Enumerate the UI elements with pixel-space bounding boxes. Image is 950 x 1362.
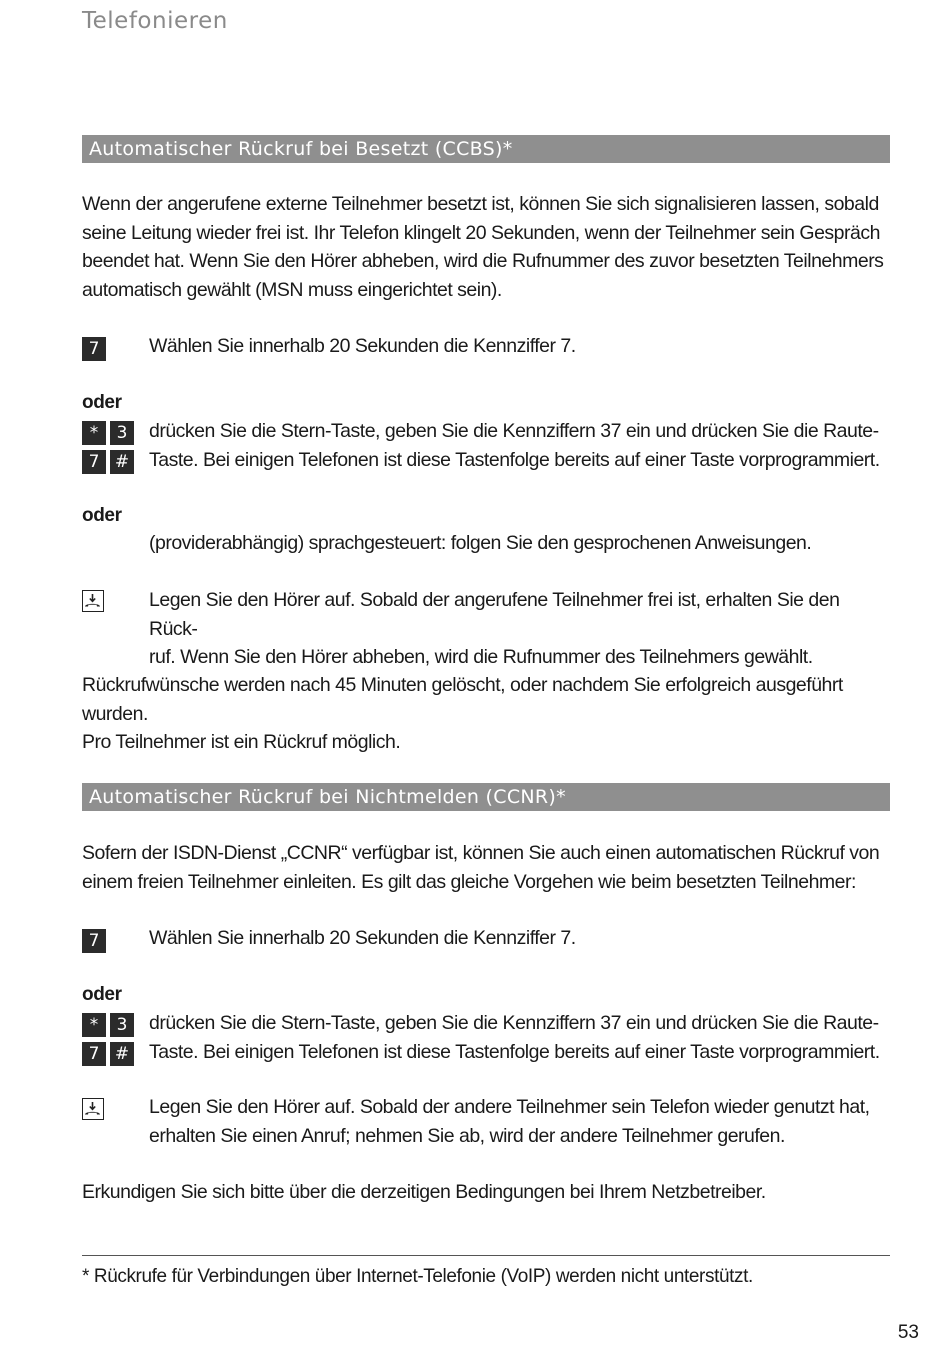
intro-line: beendet hat. Wenn Sie den Hörer abheben, wird die Rufnummer des zuvor besetzten Teilnehmers (82, 250, 884, 272)
star-key-icon: * (82, 421, 106, 445)
intro-line: Wenn der angerufene externe Teilnehmer besetzt ist, können Sie sich signalisieren lassen, sobald (82, 193, 879, 215)
key-7-icon: 7 (82, 929, 106, 953)
note-line: Pro Teilnehmer ist ein Rückruf möglich. (82, 731, 401, 753)
step-line: erhalten Sie einen Anruf; nehmen Sie ab, wird der andere Teilnehmer gerufen. (149, 1124, 785, 1147)
key-7-icon: 7 (82, 450, 106, 474)
step-line: drücken Sie die Stern-Taste, geben Sie die Kennziffern 37 ein und drücken Sie die Raute- (149, 1012, 879, 1034)
step-line: Legen Sie den Hörer auf. Sobald der andere Teilnehmer sein Telefon wieder genutzt hat, (149, 1096, 870, 1118)
key-3-icon: 3 (110, 1013, 134, 1037)
hang-up-icon (82, 590, 104, 612)
footnote: * Rückrufe für Verbindungen über Internet-Telefonie (VoIP) werden nicht unterstützt. (82, 1266, 753, 1287)
keypad-sequence (82, 421, 136, 475)
section-heading-ccnr: Automatischer Rückruf bei Nichtmelden (CCNR)* (82, 783, 890, 811)
oder-label: oder (82, 392, 122, 413)
key-3-icon: 3 (110, 421, 134, 445)
page-number: 53 (897, 1322, 919, 1343)
section-heading-ccbs: Automatischer Rückruf bei Besetzt (CCBS)* (82, 135, 890, 163)
step-line: ruf. Wenn Sie den Hörer abheben, wird die Rufnummer des Teilnehmers gewählt. (149, 646, 813, 668)
footnote-divider (82, 1255, 890, 1256)
step-line: Taste. Bei einigen Telefonen ist diese Tastenfolge bereits auf einer Taste vorprogrammiert. (149, 448, 880, 471)
step-text: Wählen Sie innerhalb 20 Sekunden die Kennziffer 7. (149, 335, 576, 357)
step-line: drücken Sie die Stern-Taste, geben Sie die Kennziffern 37 ein und drücken Sie die Raute- (149, 420, 879, 442)
section-ccnr-note: Erkundigen Sie sich bitte über die derzeitigen Bedingungen bei Ihrem Netzbetreiber. (82, 1181, 766, 1203)
key-7-icon: 7 (82, 337, 106, 361)
intro-line: seine Leitung wieder frei ist. Ihr Telefon klingelt 20 Sekunden, wenn der Teilnehmer sein Gespräch (82, 221, 880, 244)
step-text: (providerabhängig) sprachgesteuert: folgen Sie den gesprochenen Anweisungen. (149, 532, 812, 554)
step-text (149, 1009, 889, 1066)
step-line: Taste. Bei einigen Telefonen ist diese Tastenfolge bereits auf einer Taste vorprogrammiert. (149, 1040, 880, 1063)
step-text (149, 586, 889, 672)
intro-line: einem freien Teilnehmer einleiten. Es gilt das gleiche Vorgehen wie beim besetzten Teilnehmer: (82, 870, 856, 893)
key-7-icon: 7 (82, 1042, 106, 1066)
step-line: Legen Sie den Hörer auf. Sobald der angerufene Teilnehmer frei ist, erhalten Sie den Rück- (149, 589, 840, 640)
step-text (149, 417, 889, 474)
star-key-icon: * (82, 1013, 106, 1037)
section-ccbs-note (82, 671, 890, 757)
note-line: Rückrufwünsche werden nach 45 Minuten gelöscht, oder nachdem Sie erfolgreich ausgeführt wurden. (82, 674, 843, 725)
intro-line: Sofern der ISDN-Dienst „CCNR“ verfügbar ist, können Sie auch einen automatischen Rückruf von (82, 842, 880, 864)
oder-label: oder (82, 505, 122, 526)
oder-label: oder (82, 984, 122, 1005)
hash-key-icon: # (110, 450, 134, 474)
intro-line: automatisch gewählt (MSN muss eingerichtet sein). (82, 278, 502, 301)
section-ccnr-intro (82, 839, 890, 896)
page-header-title: Telefonieren (82, 8, 228, 34)
hash-key-icon: # (110, 1042, 134, 1066)
step-text: Wählen Sie innerhalb 20 Sekunden die Kennziffer 7. (149, 927, 576, 949)
keypad-sequence (82, 1013, 136, 1067)
section-ccbs-intro (82, 190, 890, 304)
step-text (149, 1093, 889, 1150)
hang-up-icon (82, 1098, 104, 1120)
